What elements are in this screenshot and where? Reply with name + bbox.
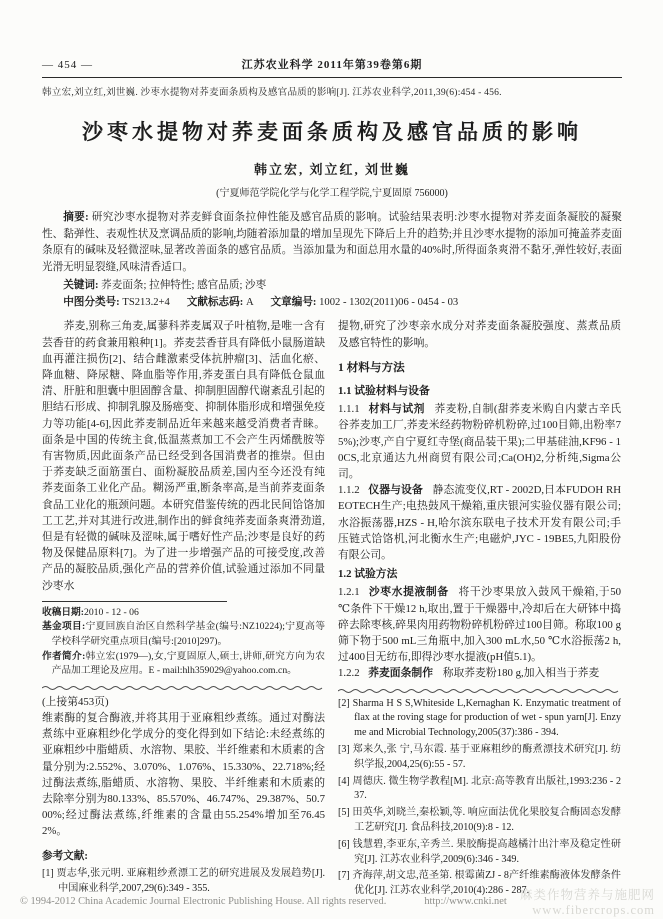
abstract-text: 研究沙枣水提物对荞麦鲜食面条拉伸性能及感官品质的影响。试验结果表明:沙枣水提物对荞麦面条凝胶的凝聚性、黏弹性、表观性状及烹调品质的影响,均随着添加量的增加呈现先下降后上升的趋势;并且沙枣水提物的添加可掩盖荞麦面条原有的碱味及轻微涩味,显著改善面条的感官品质。当添加量为和面总用水量的40%时,所得面条爽滑不黏牙,弹性较好,表面光滑无明显裂缝,风味清香适口。 bbox=[42, 212, 622, 273]
footnote-received bbox=[42, 606, 325, 621]
copyright-text: © 1994-2012 China Academic Journal Electronic Publishing House. All rights reserved. bbox=[20, 896, 387, 907]
section-heading-1-2: 1.2 试验方法 bbox=[338, 568, 398, 581]
reference-item: [3] 郑来久,张 宁,马东霞. 基于亚麻粗纱的酶煮漂技术研究[J]. 纺织学报,2004,25(6):55 - 57. bbox=[338, 744, 621, 770]
para-text: 将干沙枣果放入鼓风干燥箱,于50 ℃条件下干燥12 h,取出,置于干燥器中,冷却后在大研钵中捣碎去除枣核,碎果肉用药物粉碎机粉碎过100目筛。称取100 g筛下物于500 mL三角瓶中,加入300 mL水,50 ℃水浴振荡2 h,过400目无纺布,即得沙枣水提液(pH值5.1)。 bbox=[338, 586, 622, 664]
abstract-paragraph bbox=[42, 210, 622, 276]
bio-label: 作者简介: bbox=[42, 650, 86, 662]
two-column-body bbox=[42, 318, 622, 899]
para-number: 1.1.1 bbox=[338, 403, 360, 416]
references-heading: 参考文献: bbox=[42, 850, 88, 862]
para-number: 1.2.1 bbox=[338, 586, 360, 599]
right-column bbox=[338, 318, 621, 899]
reference-item: [5] 田英华,刘晓兰,秦松颖,等. 响应面法优化果胶复合酶固态发酵工艺研究[J]. 食品科技,2010(9):8 - 12. bbox=[338, 807, 621, 834]
wavy-divider bbox=[338, 687, 621, 694]
footnote-author-bio bbox=[42, 650, 325, 679]
para-text: 称取荞麦粉180 g,加入相当于荞麦 bbox=[442, 667, 600, 680]
abstract-label: 摘要: bbox=[63, 212, 89, 223]
keywords-text: 荞麦面条; 拉伸特性; 感官品质; 沙枣 bbox=[101, 280, 267, 292]
intro-continued: 提物,研究了沙枣亲水成分对荞麦面条凝胶强度、蒸煮品质及感官特性的影响。 bbox=[338, 320, 621, 349]
para-label: 荞麦面条制作 bbox=[368, 667, 433, 680]
para-label: 沙枣水提液制备 bbox=[368, 586, 449, 599]
section-heading-1-1: 1.1 试验材料与设备 bbox=[338, 384, 430, 397]
article-id-label: 文章编号: bbox=[270, 297, 320, 309]
article-title: 沙枣水提物对荞麦面条质构及感官品质的影响 bbox=[82, 120, 582, 144]
para-label: 材料与试剂 bbox=[368, 403, 425, 416]
intro-paragraph: 荞麦,别称三角麦,属蓼科荞麦属双子叶植物,是唯一含有芸香苷的药食兼用粮种[1]。荞麦芸香苷具有降低小鼠肠道缺血再灌注损伤[2]、结合雌激素受体抗肿瘤[3]、活血化瘀、降血糖、降尿糖、降血脂等作用,荞麦蛋白具有降低仓鼠血清、肝脏和胆囊中胆固醇含量、抑制胆固醇代谢紊乱引起的胆结石形成、抑制乳腺及肠癌变、抑制体脂形成和增强免疫力等功能[4-6],因此荞麦制品近年来越来越受消费者青睐。面条是中国的传统主食,低温蒸煮加工不会产生丙烯酰胺等有害物质,因此面条产品已经受到各国消费者的推崇。但由于荞麦缺乏面筋蛋白、面粉凝胶品质差,国内至今还没有纯荞麦面条工业化产品。糊汤严重,断条率高,是当前荞麦面条食品工业化的瓶颈问题。本研究借鉴传统的西北民间饸饹加工工艺,并对其进行改进,制作出的鲜食纯荞麦面条爽滑劲道,但是有轻微的碱味及涩味,属于嗜好性产品;沙枣是良好的药物及保健品原料[7]。为了进一步增强产品的可接受度,改善产品的凝胶品质,强化产品的营养价值,试验通过添加不同量沙枣水 bbox=[42, 320, 325, 592]
footnote-funding bbox=[42, 620, 325, 649]
footnote-block bbox=[42, 606, 325, 679]
cnki-url: http://www.cnki.net bbox=[424, 896, 507, 907]
watermark-name: 麻类作物营养与施肥网 bbox=[519, 888, 655, 902]
clc-value: TS213.2+4 bbox=[122, 297, 170, 309]
keywords-label: 关键词: bbox=[63, 280, 99, 292]
page-number: — 454 — bbox=[42, 59, 93, 71]
continued-from-note: (上接第453页) bbox=[42, 695, 109, 708]
journal-title: 江苏农业科学 2011年第39卷第6期 bbox=[241, 59, 423, 71]
reference-item: [6] 钱慧碧,李亚东,辛秀兰. 果胶酶提高越橘汁出汁率及稳定性研究[J]. 江苏农业科学,2009(6):346 - 349. bbox=[338, 838, 621, 865]
funding-label: 基金项目: bbox=[42, 621, 86, 633]
received-value: 2010 - 12 - 06 bbox=[83, 606, 139, 618]
para-1-2-1 bbox=[338, 584, 621, 665]
reference-item: [1] 贾志华,张元明. 亚麻粗纱煮漂工艺的研究进展及发展趋势[J]. 中国麻业科学,2007,29(6):349 - 355. bbox=[42, 867, 325, 894]
footnote-rule bbox=[42, 601, 227, 602]
page-content bbox=[42, 56, 622, 899]
doc-code-value: A bbox=[245, 297, 254, 309]
affiliation: (宁夏师范学院化学与化学工程学院,宁夏固原 756000) bbox=[216, 188, 448, 199]
classification-line bbox=[42, 294, 622, 309]
para-1-1-2 bbox=[338, 482, 621, 563]
running-header bbox=[42, 56, 622, 72]
reference-item: [4] 周德庆. 微生物学教程[M]. 北京:高等教育出版社,1993:236 - 237. bbox=[338, 775, 621, 802]
bio-value: 韩立宏(1979—),女,宁夏固原人,硕士,讲师,研究方向为农产品加工理论及应用。E - mail:hlh359029@yahoo.com.cn。 bbox=[51, 650, 325, 677]
wavy-divider bbox=[42, 684, 325, 691]
article-id-value: 1002 - 1302(2011)06 - 0454 - 03 bbox=[319, 297, 459, 309]
para-number: 1.2.2 bbox=[338, 667, 360, 680]
author-names: 韩立宏, 刘立红, 刘世巍 bbox=[253, 162, 410, 177]
header-rule bbox=[42, 77, 622, 78]
para-text: 静态流变仪,RT - 2002D,日本FUDOH RHEOTECH生产;电热鼓风干燥箱,重庆银河实验仪器有限公司;水浴振荡器,HZS - H,哈尔滨东联电子技术开发有限公司;手压链式饸饹机,河北衡水生产;电磁炉,JYC - 19BE5,九阳股份有限公司。 bbox=[338, 484, 621, 562]
funding-value: 宁夏回族自治区自然科学基金(编号:NZ10224);宁夏高等学校科学研究重点项目(编号:[2010]297)。 bbox=[51, 621, 326, 648]
reference-item: [7] 齐海萍,胡文忠,范圣第. 根霉菌ZJ - 8产纤维素酶液体发酵条件优化[J]. 江苏农业科学,2010(4):286 - 287. bbox=[338, 870, 621, 897]
left-column bbox=[42, 318, 325, 899]
keywords-line bbox=[42, 277, 622, 292]
continued-text: 维素酶的复合酶液,并将其用于亚麻粗纱煮练。通过对酶法煮练中亚麻粗纱化学成分的变化得到如下结论:未经煮练的亚麻粗纱中脂蜡质、水溶物、果胶、半纤维素和木质素的含量分别为:2.552%、3.070%、1.076%、15.330%、22.718%;经过酶法煮练,脂蜡质、水溶物、果胶、半纤维素和木质素的去除率分别为80.133%、85.570%、46.747%、29.387%、50.700%;经过酶法煮练,纤维素的含量由55.254%增加至76.452%。 bbox=[42, 712, 325, 838]
para-1-1-1 bbox=[338, 401, 621, 482]
para-label: 仪器与设备 bbox=[368, 484, 423, 497]
received-label: 收稿日期: bbox=[42, 606, 84, 618]
doc-code-label: 文献标志码: bbox=[186, 297, 246, 309]
clc-label: 中图分类号: bbox=[63, 297, 123, 309]
site-watermark bbox=[520, 888, 655, 918]
para-1-2-2 bbox=[338, 665, 621, 681]
para-text: 荞麦粉,自制(甜荞麦米购自内蒙古辛氏谷荞麦加工厂,荞麦米经药物粉碎机粉碎,过100目筛,出粉率75%);沙枣,产自宁夏红寺堡(商品装干果);二甲基硅油,KF96 - 10CS,北京通达九州商贸有限公司;Ca(OH)2,分析纯,Sigma公司。 bbox=[338, 403, 622, 480]
para-number: 1.1.2 bbox=[338, 484, 360, 497]
reference-item: [2] Sharma H S S,Whiteside L,Kernaghan K. Enzymatic treatment of flax at the roving stage for production of wet - spun yarn[J]. Enzyme and Microbial Technology,2005(37):386 - 394. bbox=[338, 697, 621, 739]
watermark-url: www.fibercrops.com bbox=[532, 903, 655, 917]
citation-line: 韩立宏,刘立红,刘世巍. 沙枣水提物对荞麦面条质构及感官品质的影响[J]. 江苏农业科学,2011,39(6):454 - 456. bbox=[42, 87, 502, 98]
section-heading-1: 1 材料与方法 bbox=[338, 360, 405, 374]
